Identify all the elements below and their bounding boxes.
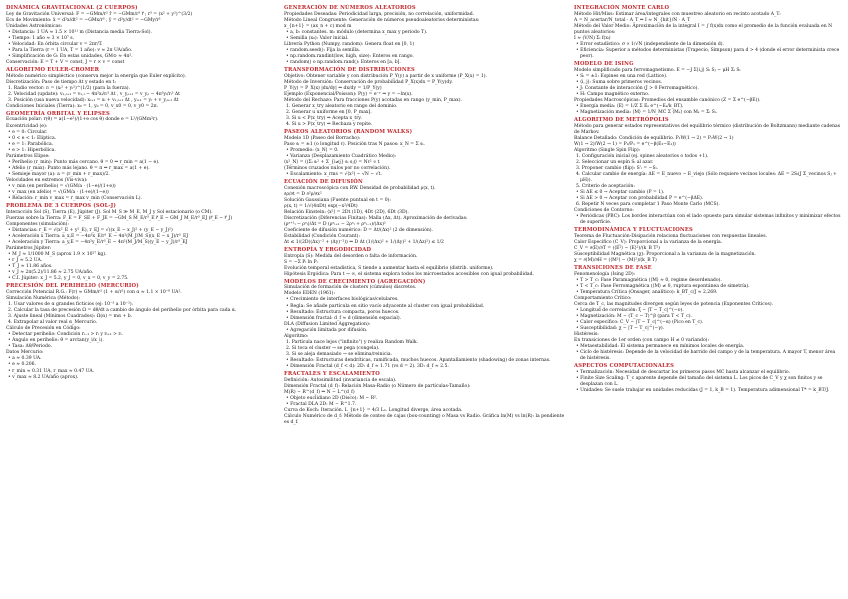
text-line: • Velocidad: En órbita circular v = 2πr/T. (8, 41, 103, 47)
text-line: • Promedio: ⟨x_N⟩ = 0. (286, 147, 339, 153)
text-line: Simulación Numérica (Método): (6, 295, 80, 301)
text-line: • T_J ≈ 11.86 años. (8, 264, 53, 270)
text-line: 4. Extrapolar al valor real α_Mercurio. (8, 320, 98, 326)
section (574, 363, 842, 394)
section (284, 129, 566, 178)
section-title: PASEOS ALEATORIOS (RANDOM WALKS) (284, 129, 413, 136)
section-title: ALGORITMO EULER-CROMER (6, 67, 100, 74)
text-line: Librería Python (Numpy, random): Genera float en [0, 1) (284, 41, 415, 47)
text-line: DLA (Diffusion Limited Aggregation): (284, 321, 371, 327)
text-line: Histéresis: (574, 332, 599, 338)
text-line: Estabilidad (Condición Courant): (284, 233, 360, 239)
section (574, 265, 842, 362)
section (6, 283, 276, 380)
text-line: 4. Si u > P(x_try) ⇒ Rechaza y repite. (286, 121, 373, 127)
text-line: • M_J ≈ 1/1000 M_S (aprox 1.9 × 10²⁷ kg). (8, 252, 107, 258)
section-title: PRECESIÓN DEL PERIHELIO (MERCURIO) (6, 283, 139, 290)
text-line: Fuerzas sobre la Tierra: F_E = F_SE + F_JE = −GM_S M_E/r³_E r⃗_E − GM_J M_E/r³_EJ (r⃗_E − r⃗_J) (6, 215, 233, 221)
text-line: • Semieje mayor (a): a = (r_min + r_max)/2. (8, 171, 110, 177)
text-line: Cálculo Numérico de d_f: Método de conteo de cajas (box-counting) o Masa vs Radio. Gráfica ln(M) vs ln(R): la pendiente es d_f. (284, 413, 565, 425)
section (6, 5, 276, 66)
text-line: W(1 → 2)/W(2 → 1) = P₂/P₁ = e^(−β(E₂−E₁)) (574, 141, 676, 147)
text-line: Solución Gaussiana (Fuente puntual en t = 0): (284, 197, 391, 203)
text-line: (ρⁿ⁺¹ᵢ − ρⁿᵢ)/Δt = D (ρⁿᵢ₊₁ − 2ρⁿᵢ + ρⁿᵢ₋₁)/(Δx)² (284, 221, 386, 227)
text-line: • Semilla (x₀): Valor inicial. (286, 35, 349, 41)
text-line: Cálculo de Precesión en Código: (6, 326, 81, 332)
text-line: Dimensión Fractal (d_f): Relación Masa-Radio (o Número de partículas-Tamaño): (284, 383, 471, 389)
text-line: Discretización (Diferencias Finitas): Malla (Δx, Δt). Aproximación de derivadas: (284, 215, 468, 221)
text-line: • Dimensión fractal: d_f ≈ d (dimensión espacial). (286, 315, 402, 321)
text-line: • T < T_c: Fase Ferromagnética (⟨M⟩ ≠ 0, ruptura espontánea de simetría). (576, 283, 750, 289)
text-line: • Sᵢ = ±1: Espines en una red (Lattice). (576, 73, 668, 79)
text-line: • ⟨i, j⟩: Suma sobre primeros vecinos. (576, 79, 663, 85)
text-line: Discretización: Paso de tiempo Δt y estado en t: (6, 79, 117, 85)
text-line: Ley de Gravitación Universal: F = −GMm/r² r̂ = −GMm/r³ r⃗ ; r³ = (x² + y²)^(3/2) (6, 11, 193, 17)
text-line: Cerca de T_c, las magnitudes divergen según leyes de potencia (Exponentes Críticos). (574, 301, 774, 307)
text-line: Método Hit/Miss: Estimar área/integrales con muestreo aleatorio en recinto acotado A_T: (574, 11, 781, 17)
text-line: Evolución temporal estadística, S tiende a aumentar hasta el equilibrio (distrib. uniforme). (284, 265, 494, 271)
text-line: • Ángulo en perihelio: θ = arctan(y_i/x_i). (8, 338, 104, 344)
section-title: GENERACIÓN DE NÚMEROS ALEATORIOS (284, 5, 416, 11)
text-line: • Eficiencia: Superior a métodos deterministas (Trapecio, Simpson) para d > 4 (donde el error determinista crece peor). (576, 47, 840, 59)
text-line: χ = ∂⟨M⟩/∂H = (⟨M²⟩ − ⟨M⟩²)/(k_B T) (574, 258, 657, 264)
text-line: 3. Si se aleja demasiado → se elimina/reinicia. (286, 351, 393, 357)
text-line: Algoritmo (Single Spin Flip): (574, 147, 641, 153)
text-line: • Tasa: Δθ/Periodo. (8, 344, 53, 350)
text-line: Condiciones de Contorno: (574, 208, 634, 214)
section (284, 67, 566, 128)
text-line: • Susceptibilidad: χ ∼ |T − T_c|^(−γ). (576, 326, 665, 332)
section-title: DINÁMICA GRAVITACIONAL (2 CUERPOS) (6, 5, 138, 11)
section-title: TRANSFORMACIÓN DE DISTRIBUCIONES (284, 67, 415, 74)
text-line: Teorema de Fluctuación-Disipación relaciona fluctuaciones con respuestas lineales. (574, 233, 768, 239)
text-line: • r_J ≈ 5.2 UA. (8, 258, 43, 264)
text-line: 1. Configuración inicial (ej. spines aleatorios o todos +1). (576, 153, 709, 159)
text-line: Conexión macroscópica con RW. Densidad de probabilidad ρ(x, t). (284, 185, 436, 191)
section-title: MODELO DE ISING (574, 60, 634, 67)
column-3 (574, 4, 842, 595)
text-line: • Para la Tierra (r = 1 UA, T = 1 año): v ≈ 2π UA/año. (8, 47, 133, 53)
text-line: • Metaestabilidad: El sistema permanece en mínimos locales de energía. (576, 344, 745, 350)
text-line: • v_max (en afelio) = √(GM/a · (1+e)/(1−e)) (8, 190, 109, 196)
text-line: • Detectar perihelio: Condición rᵢ₋₁ > rᵢ y rᵢ₊₁ > rᵢ. (8, 332, 123, 338)
text-line: • Unidades: Se suele trabajar en unidades reducidas (J = 1, k_B = 1). Temperatura adimensional T* = k_BT/J. (576, 388, 830, 394)
text-line: • Tiempo: 1 año ≈ 3 × 10⁷ s. (8, 35, 75, 41)
text-line: • Resultado: Estructura compacta, poros huecos. (286, 309, 400, 315)
text-line: 3. Posición (usa nueva velocidad): xᵢ₊₁ = xᵢ + vₓ,ᵢ₊₁ Δt , yᵢ₊₁ = yᵢ + v_y,ᵢ₊₁ Δt (8, 97, 179, 103)
text-line: Calor Específico (C_V): Proporcional a la varianza de la energía. (574, 239, 723, 245)
text-line: • a ≈ 0.39 UA. (8, 356, 42, 362)
text-line: En transiciones de 1er orden (con campo H ≠ 0 variando): (574, 338, 709, 344)
text-line: • Agregación limitada por difusión. (286, 327, 368, 333)
text-line: • Resultado: Estructuras dendríticas, ramificada, muchos huecos. Apantallamiento (shadowing) de zonas internas. (286, 357, 551, 363)
column-1 (6, 4, 276, 595)
text-line: • Distancia: 1 UA ≈ 1.5 × 10¹¹ m (Distancia media Tierra-Sol). (8, 29, 152, 35)
text-line: • Perihelio (r_min): Punto más cercano. θ = 0 ⇒ r_min = a(1 − e). (8, 159, 160, 165)
text-line: Definición: Autosimilitud (invariancia de escala). (284, 377, 397, 383)
text-line: • 0 < e < 1: Elíptica. (8, 135, 57, 141)
text-line: ⟨x²_N⟩ = ⟨(Σᵢ sᵢ² + Σ_{i≠j} sᵢ sⱼ)⟩ = Nℓ² ∝ t (284, 159, 380, 165)
text-line: I ≈ (V/N) Σᵢ f(xᵢ) (574, 35, 611, 41)
section (574, 227, 842, 264)
text-line: • r_min ≈ 0.31 UA, r_max ≈ 0.47 UA. (8, 368, 95, 374)
text-line: • e = 0: Circular. (8, 129, 48, 135)
section (284, 179, 566, 246)
section (6, 203, 276, 282)
text-line: • v_max ≈ 8.2 UA/año (aprox). (8, 374, 79, 380)
text-line: 3. Proponer cambio (flip): S'ᵢ = −Sᵢ. (576, 165, 658, 171)
text-line: • Termalización: Necesidad de descartar los primeros pasos MC hasta alcanzar el equilibrio. (576, 370, 791, 376)
section-title: MODELOS DE CRECIMIENTO (AGREGACIÓN) (284, 278, 426, 285)
section-title: ASPECTOS COMPUTACIONALES (574, 363, 675, 370)
text-line: • Magnetización: M ∼ (T_c − T)^β (para T < T_c). (576, 314, 692, 320)
text-line: Unidades Astronómicas: (6, 23, 63, 29)
text-line: Objetivo: Obtener variable y con distribución P_Y(y) a partir de x uniforme (P_X(x) = 1). (284, 73, 488, 79)
text-line: Relación Einstein: ⟨x²⟩ = 2Dt (1D), 4Dt (2D), 6Dt (3D). (284, 209, 409, 215)
text-line: 2. Si toca el cluster → se pega (congela). (286, 345, 380, 351)
text-line: Conservación: E = T + V = const, J = r × v = const (6, 59, 125, 65)
text-line: Componentes (simulación): (6, 221, 69, 227)
text-line: ρ(x, t) = 1/√(4πDt) exp(−x²/4Dt) (284, 203, 358, 209)
text-line: A = N_acertar/N_total · A_T ⇒ I ≈ N_{hit}/N · A_T (574, 17, 691, 23)
text-line: Coeficiente de difusión numérico: D = Δt/(Δx)² (2 de dimensión). (284, 227, 433, 233)
text-line: Condiciones Iniciales (Tierra): x₀ = 1, y₀ = 0, v_x0 = 0, v_y0 = 2π. (6, 103, 159, 109)
text-line: • Error estadístico: σ ∝ 1/√N (independiente de la dimensión d). (576, 41, 724, 47)
text-line: x_{n+1} = (ax_n + c) mod m (284, 23, 352, 29)
text-line: 2. Generar u uniforme en [0, P_max]. (286, 109, 372, 115)
text-line: • Dimensión Fractal (d_f < d): 2D: d_f ≈ 1.71 (vs d = 2). 3D: d_f ≈ 2.5. (286, 364, 449, 369)
text-line: • random.seed(): Fija la semilla. (286, 47, 361, 53)
text-line: 6. Repetir N veces para completar 1 Paso Monte Carlo (MCS). (576, 202, 720, 208)
text-line: Ejemplo (Exponencial/Poisson): P(y) = e⁻ʸ ⇒ y = −ln(x). (284, 91, 413, 97)
text-line: Método numérico simpléctico (conserva mejor la energía que Euler explícito). (6, 73, 187, 79)
text-line: Excentricidad (e): (6, 123, 48, 129)
text-line: • Objeto euclidiano 2D (Disco): M ∼ R². (286, 395, 378, 401)
text-line: Fenomenología (Ising 2D): (574, 271, 636, 277)
text-line: M(R) ∼ R^(d_f) ⇒ N ∼ L^(d_f) (284, 389, 355, 395)
text-line: Paso sᵢ = ±1 (o longitud ℓ). Posición tras N pasos: x_N = Σ sᵢ. (284, 141, 425, 147)
text-line: Propiedades Deseadas: Periodicidad larga, precisión, no correlación, uniformidad. (284, 11, 475, 17)
text-line: Modelo simplificado para ferromagnetismo. E = −J Σ⟨i,j⟩ Sᵢ Sⱼ − μH Σᵢ Sᵢ (574, 67, 741, 73)
text-line: Interacción Sol (S), Tierra (E), Júpiter (J). Sol M_S ≫ M_E, M_J y Sol estacionario (o CM). (6, 209, 213, 215)
text-line: • Si ΔE ≤ 0 → Aceptar cambio (P = 1). (576, 190, 665, 196)
text-line: (Términos cruzados nulos por no correlación). (284, 165, 391, 171)
section (284, 371, 566, 426)
text-line: • Temperatura Crítica (Onsager, analítico): k_BT_c/J ≈ 2.269. (576, 289, 718, 295)
section-title: ENTROPÍA Y ERGODICIDAD (284, 247, 372, 254)
text-line: 4. Calcular cambio de energía: ΔE = E_nuevo − E_viejo (Sólo requiere vecinos locales: ΔE = 2Sᵢ(J Σ_vecinos Sⱼ + μH)). (576, 171, 837, 183)
section-title: GEOMETRÍA ORBITAL Y ELIPSES (6, 110, 111, 117)
text-line: Ecuación polar: r(θ) = a(1−e²)/(1+e cos θ) donde e = L²/(GMm²r). (6, 117, 159, 123)
text-line: Comportamiento Crítico: (574, 295, 632, 301)
text-line: Balance Detallado: Condición de equilibrio. P₁W(1 → 2) = P₂W(2 → 1) (574, 135, 734, 141)
text-line: Método de Inversión: Conservación de probabilidad P_X(x)dx = P_Y(y)dy. (284, 79, 453, 85)
text-line: • Fractal DLA 2D: M ∼ R^1.7. (286, 401, 357, 407)
text-line: • H: Campo magnético externo. (576, 91, 650, 97)
text-line: • Escalamiento: x_rms = √⟨x²⟩ ∼ √N ∼ √t. (286, 171, 382, 177)
text-line: Velocidades en extremos (Vis-viva): (6, 177, 88, 183)
section (284, 247, 566, 278)
text-line: • Calor específico: C_V ∼ |T − T_c|^(−α) (Pico en T_c). (576, 320, 704, 326)
text-line: • Crecimiento de interfaces biológicas/celulares. (286, 297, 399, 303)
text-line: Corrección Potencial R.G.: F(r) ≈ GMm/r² (1 + α/r²) con α ≈ 1.1 × 10⁻⁸ UA². (6, 289, 182, 295)
section-title: ALGORITMO DE METRÓPOLIS (574, 116, 669, 123)
text-line: • e ≈ 0.206. (8, 362, 36, 368)
text-line: • Periódicas (PBC): Los bordes interactúan con el lado opuesto para simular sistemas infinitos y minimizar efectos de superficie. (576, 214, 841, 226)
text-line: 1. Usar valores de α grandes ficticios (ej: 10⁻³ a 10⁻²). (8, 301, 134, 307)
text-line: Entropía (S): Medida del desorden o falta de información. (284, 253, 418, 259)
text-line: • Ciclo de histéresis: Depende de la velocidad de barrido del campo y de la temperatura. A mayor T, menor área de histéresis. (576, 350, 836, 362)
text-line: • Aceleración x Tierra: a_x,E = −4π²x_E/r³_E − 4π²(M_J/M_S)(x_E − x_J)/r³_EJ (8, 233, 189, 239)
section (574, 117, 842, 226)
text-line: Algoritmo: (284, 333, 309, 339)
text-line: 5. Criterio de aceptación: (576, 184, 635, 189)
text-line: • random() o np.random.rand(): Enteros en [a, b]. (286, 59, 401, 65)
text-line: 1. Radio vector: rᵢ = (xᵢ² + yᵢ²)^(1/2) (para la fuerza). (8, 85, 130, 91)
text-line: Modelo 1D (Paseo del Borracho): (284, 135, 361, 141)
text-line: Método del Rechazo: Para fracciones P(y) acotadas en rango (y_min, P_max). (284, 97, 462, 103)
text-line: • J: Constante de interacción (J > 0 Ferromagnético). (576, 85, 699, 91)
text-line: • T > T_c: Fase Paramagnética (⟨M⟩ ≈ 0, regime desordenado). (576, 277, 722, 283)
text-line: • v_J ≈ 2π(5.2)/11.86 ≈ 2.75 UA/año. (8, 270, 94, 276)
text-line: 2. Seleccionar un espín Sᵢ al azar. (576, 159, 654, 165)
text-line: Propiedades Macroscópicas: Promedios del ensamble canónico (Z = Σ e^(−βE)). (574, 97, 761, 103)
section (284, 279, 566, 370)
text-line: 2. Calcular la tasa de precesión Ω = dθ/dt a cambio de ángulo del perihelio por órbita para cada α. (8, 308, 237, 314)
text-line: ∂ρ/∂t = D ∂²ρ/∂x² (284, 191, 322, 197)
text-line: Hipótesis Ergódica: Para t → ∞, el sistema explora todos los microestados accesibles con igual probabilidad. (284, 271, 534, 277)
text-line: • Longitud de correlación: ξ ∼ |T − T_c|^(−ν). (576, 308, 684, 314)
text-line: • Regla: Se añade partícula en sitio vacío adyacente al cluster con igual probabilidad. (286, 303, 485, 309)
text-line: 1. Generar x_try aleatorio en rango del dominio. (286, 103, 398, 109)
text-line: Ecs de Movimiento: ẍ = d²x/dt² = −GMx/r³ , ÿ = d²y/dt² = −GMy/r³ (6, 17, 161, 23)
text-line: S = −Σ Pᵢ ln Pᵢ (284, 259, 318, 265)
text-line: • np.random.randint(low, high, size): Enteros en rango. (286, 53, 414, 59)
text-line: Método Lineal Congruente: Generación de números pseudoaleatorios deterministas: (284, 17, 480, 23)
text-line: Datos Mercurio: (6, 350, 44, 356)
text-line: • Relación: r_min v_max = r_max v_min (Conservación L). (8, 196, 142, 202)
column-2 (284, 4, 566, 595)
text-line: • Distancias: r_E = √(x²_E + y²_E), r_EJ = √((x_E − x_J)² + (y_E − y_J)²) (8, 227, 173, 233)
section-title: PROBLEMA DE 3 CUERPOS (SOL-J) (6, 203, 117, 210)
text-line: Modelo EDEN (1961): (284, 291, 335, 297)
text-line: • e = 1: Parabólica. (8, 141, 54, 147)
text-line: Parámetros Júpiter: (6, 246, 52, 252)
text-line: • e > 1: Hiperbólica. (8, 147, 56, 153)
section (574, 61, 842, 116)
text-line: Método para generar estados representativos del equilibrio térmico (distribución de Boltzmann) mediante cadenas de Markov. (574, 123, 841, 135)
text-line: C_V = ∂⟨E⟩/∂T = (⟨E²⟩ − ⟨E⟩²)/(k_B T²) (574, 246, 660, 252)
text-line: • Varianza (Desplazamiento Cuadrático Medio): (286, 153, 397, 159)
text-line: Susceptibilidad Magnética (χ): Proporcional a la varianza de la magnetización. (574, 252, 756, 258)
text-line: • Si ΔE > 0 → Aceptar con probabilidad P = e^(−βΔE). (576, 196, 704, 202)
text-line: • Energía media: ⟨E⟩ = 1/Z Σ Eₛ e^(−Eₛ/k_BT). (576, 103, 684, 109)
text-line: • Afelio (r_max): Punto más lejano. θ = π ⇒ r_max = a(1 + e). (8, 165, 150, 171)
text-line: • v_min (en perihelio) = √(GM/a · (1−e)/(1+e)) (8, 184, 116, 189)
section-title: ECUACIÓN DE DIFUSIÓN (284, 178, 363, 185)
text-line: • Finite Size Scaling: T_c aparente depende del tamaño del sistema L. Los picos de C_V y χ son finitos y se desplazan con L. (576, 376, 823, 388)
text-line: 2. Velocidad (update): vₓ,ᵢ₊₁ = vₓ,ᵢ − 4π²xᵢ/rᵢ³ Δt , v_y,ᵢ₊₁ = v_y,ᵢ − 4π²yᵢ/rᵢ³ Δt (8, 91, 181, 97)
section-title: TERMODINÁMICA Y FLUCTUACIONES (574, 227, 693, 234)
text-line: • Simplificación de G: En estas unidades, GM⊙ ≈ 4π². (8, 53, 133, 59)
text-line: Método del Valor Medio: Aproximación de la integral I = ∫ f(x)dx como el promedio de la función evaluada en N puntos aleatorios: (574, 23, 833, 35)
text-line: Δt ≤ 1/(2D((Δx)⁻² + (Δy)⁻²)) ⇒ D Δt (1/(Δx)² + 1/(Δy)² + 1/(Δz)²) ≤ 1/2 (284, 239, 444, 245)
text-line: Simulación de formación de clusters (cúmulos) discretos. (284, 285, 417, 291)
text-line: • C.I. Júpiter: x_J = 5.2, y_J = 0, v_x = 0, v_y = 2.75. (8, 276, 129, 282)
section (6, 111, 276, 202)
text-line: P_Y(y) = P_X(x) |dx/dy| ⇒ dx/dy = 1/P_Y(y) (284, 85, 382, 91)
section (6, 67, 276, 110)
text-line: Parámetros Elipse: (6, 153, 50, 159)
text-line: • a, b: constantes. m: módulo (determina x_max y periodo T). (286, 29, 428, 35)
text-line: • Magnetización media: ⟨M⟩ = 1/N_MC Σ ⟨Mₛ⟩ con Mₛ = Σᵢ Sᵢ. (576, 109, 718, 115)
section (574, 5, 842, 60)
section (284, 5, 566, 66)
text-line: 3. Si u < P(x_try) ⇒ Acepta x_try. (286, 115, 362, 121)
section-title: INTEGRACIÓN MONTE CARLO (574, 5, 670, 11)
section-title: TRANSICIONES DE FASE (574, 265, 652, 272)
text-line: 3. Ajuste lineal (Mínimos Cuadrados): Ω(α) = mα + b. (8, 314, 133, 320)
text-line: Curva de Koch: Iteración. L_{n+1} = 4/3 Lₙ. Longitud diverge, área acotada. (284, 407, 463, 413)
text-line: 1. Partícula nace lejos ("infinito") y realiza Random Walk. (286, 339, 419, 345)
section-title: FRACTALES Y ESCALAMIENTO (284, 371, 380, 378)
text-line: • Aceleración y Tierra: a_y,E = −4π²y_E/r³_E − 4π²(M_J/M_S)(y_E − y_J)/r³_EJ (8, 239, 188, 245)
